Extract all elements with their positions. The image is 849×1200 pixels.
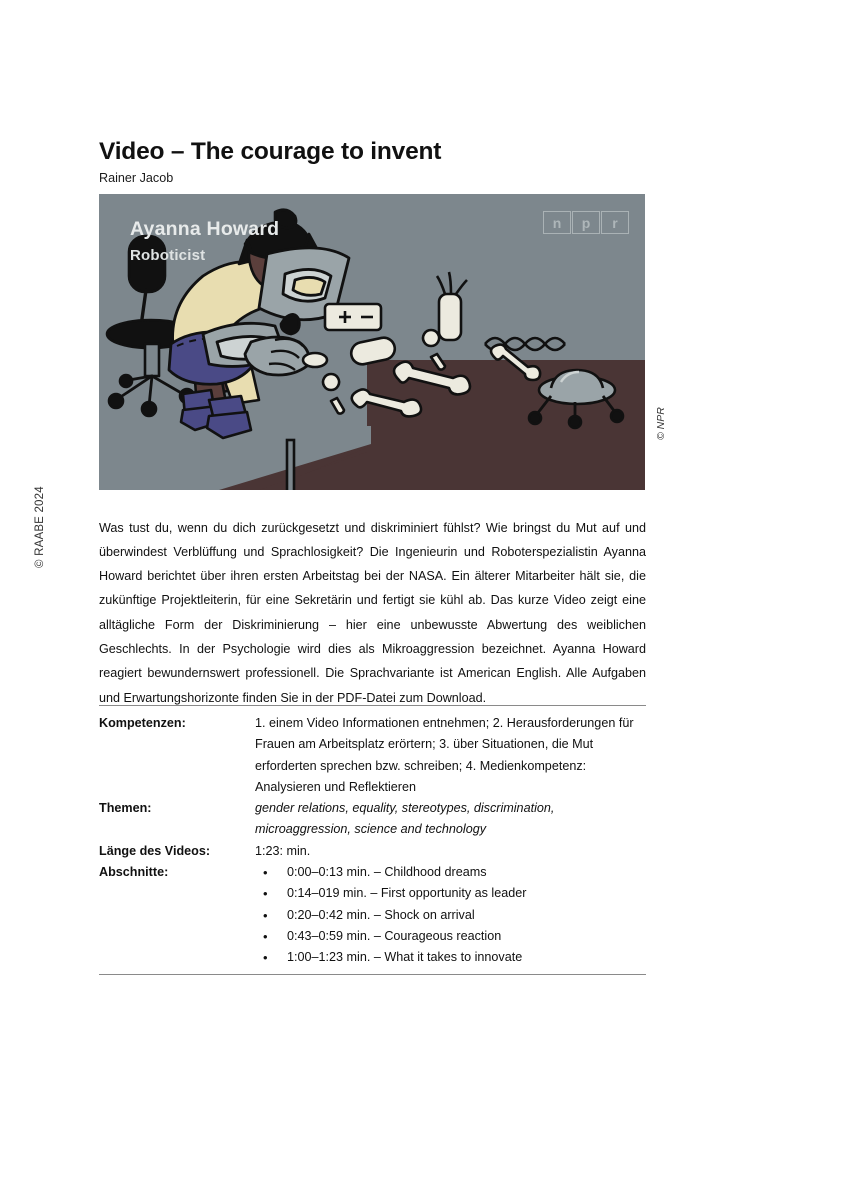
list-item: • 0:14–019 min. – First opportunity as leader (255, 883, 646, 904)
value-length: 1:23: min. (255, 843, 311, 858)
table-row-length (99, 841, 646, 862)
speaker-role-overlay: Roboticist (130, 247, 206, 264)
illustration-canvas (99, 194, 645, 490)
page-title: Video – The courage to invent (99, 138, 442, 166)
npr-letter-r: r (601, 211, 629, 234)
label-topics: Themen: (99, 801, 152, 816)
list-item: • 0:20–0:42 min. – Shock on arrival (255, 905, 646, 926)
author-byline: Rainer Jacob (99, 171, 174, 185)
sections-list (255, 862, 646, 968)
value-competencies: 1. einem Video Informationen entnehmen; 2. Herausforderungen für Frauen am Arbeitsplatz erörtern; 3. über Situationen, die Mut erforderten sprechen bzw. schreiben; 4. Medienkompetenz: Analysieren und Reflektieren (255, 716, 634, 794)
npr-letter-n: n (543, 211, 571, 234)
label-length: Länge des Videos: (99, 843, 211, 858)
table-row-topics (99, 798, 646, 841)
npr-letter-p: p (572, 211, 600, 234)
npr-logo (543, 211, 629, 234)
raabe-copyright: © RAABE 2024 (34, 486, 46, 568)
list-item: • 0:43–0:59 min. – Courageous reaction (255, 926, 646, 947)
label-competencies: Kompetenzen: (99, 716, 186, 730)
table-row-sections (99, 862, 646, 968)
intro-paragraph: Was tust du, wenn du dich zurückgesetzt und diskriminiert fühlst? Wie bringst du Mut auf und überwindest Verblüffung und Sprachlosigkeit? Die Ingenieurin und Roboterspezialistin Ayanna Howard berichtet über ihren ersten Arbeitstag bei der NASA. Ein älterer Mitarbeiter hält sie, die zukünftige Projektleiterin, für eine Sekretärin und fertigt sie kühl ab. Das kurze Video zeigt eine alltägliche Form der Diskriminierung – hier eine unbewusste Abwertung des weiblichen Geschlechts. In der Psychologie wird dies als Mikroaggression bezeichnet. Ayanna Howard reagiert bewundernswert professionell. Die Sprachvariante ist American English. Alle Aufgaben und Erwartungshorizonte finden Sie in der PDF-Datei zum Download. (99, 520, 646, 705)
video-thumbnail[interactable] (99, 194, 645, 490)
value-topics: gender relations, equality, stereotypes, discrimination, microaggression, science and technology (255, 801, 555, 837)
speaker-name-overlay: Ayanna Howard (130, 218, 280, 240)
list-item: • 0:00–0:13 min. – Childhood dreams (255, 862, 646, 883)
info-table (99, 705, 646, 975)
table-row-competencies (99, 713, 646, 798)
value-sections (255, 862, 646, 968)
label-sections: Abschnitte: (99, 865, 169, 880)
list-item: • 1:00–1:23 min. – What it takes to innovate (255, 947, 646, 968)
image-credit: © NPR (655, 407, 667, 440)
